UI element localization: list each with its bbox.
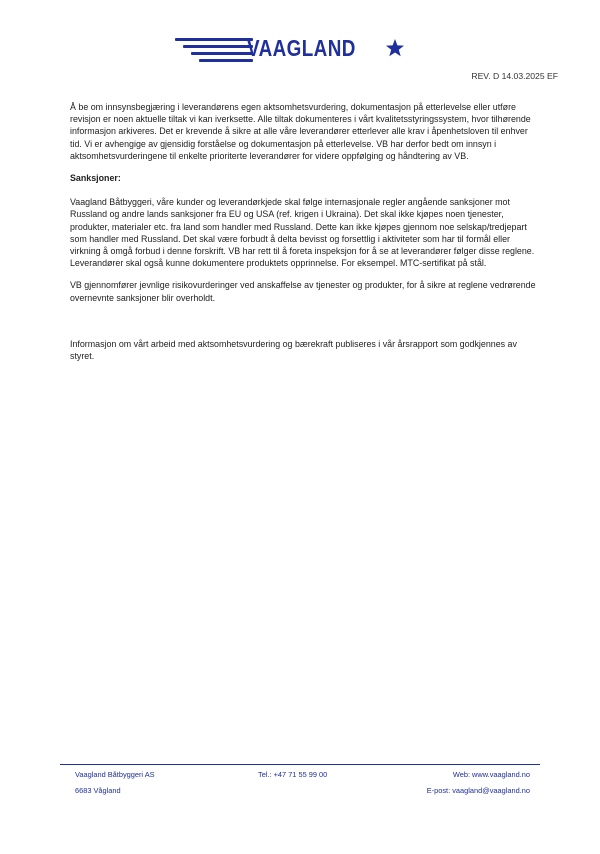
footer-phone: Tel.: +47 71 55 99 00: [258, 770, 328, 779]
footer-address: 6683 Vågland: [75, 786, 121, 795]
logo-stripes-icon: [175, 36, 255, 60]
paragraph-innsyn: Å be om innsynsbegjæring i leverandørens egen aktsomhetsvurdering, dokumentasjon på etterlevelse eller utføre revisjon er noen aktuelle tiltak vi kan iverksette. Alle tiltak dokumenteres i vårt kvalitetsstyringssystem, hvor tilhørende informasjon arkiveres. Det er krevende å sikre at alle våre leverandører etterlever alle krav i åpenhetsloven til enhver tid. Vi er avhengige av gjensidig forståelse og dokumentasjon på etterlevelse. VB har derfor bedt om innsyn i aktsomhetsvurderingene til enkelte prioriterte leverandører for videre oppfølging og håndtering av VB.: [70, 102, 531, 161]
logo-wordmark: VAAGLAND: [247, 35, 356, 61]
company-logo: [175, 34, 405, 64]
footer-divider: [60, 764, 540, 765]
page-footer: [75, 770, 530, 802]
paragraph-arsrapport: Informasjon om vårt arbeid med aktsomhetsvurdering og bærekraft publiseres i vår årsrapport som godkjennes av styret.: [70, 338, 517, 362]
footer-web: Web: www.vaagland.no: [452, 770, 530, 779]
revision-label: REV. D 14.03.2025 EF: [471, 71, 558, 81]
document-body: [70, 101, 540, 372]
star-icon: [385, 38, 405, 58]
section-heading-sanksjoner: Sanksjoner:: [70, 173, 121, 184]
paragraph-sanksjoner: Vaagland Båtbyggeri, våre kunder og leverandørkjede skal følge internasjonale regler angående sanksjoner mot Russland og andre lands sanksjoner fra EU og USA (ref. krigen i Ukraina). Det skal ikke kjøpes noen tjenester, produkter, materialer etc. fra land som handler med Russland. Dette kan ikke kjøpes gjennom noe selskap/tredjepart som handler med Russland. Det skal være forbudt å delta bevisst og forsettlig i aktiviteter som har til formål eller virkning å omgå forbud i denne forskrift. VB har rett til å foreta inspeksjon for å se at leverandører følger disse reglene. Leverandører skal også kunne dokumentere produktets opprinnelse. For eksempel. MTC-sertifikat på stål.: [70, 197, 535, 269]
footer-email: E-post: vaagland@vaagland.no: [426, 786, 530, 795]
footer-company: Vaagland Båtbyggeri AS: [75, 770, 155, 779]
paragraph-risikovurdering: VB gjennomfører jevnlige risikovurderinger ved anskaffelse av tjenester og produkter, for å sikre at reglene vedrørende overnevnte sanksjoner blir overholdt.: [70, 280, 536, 303]
